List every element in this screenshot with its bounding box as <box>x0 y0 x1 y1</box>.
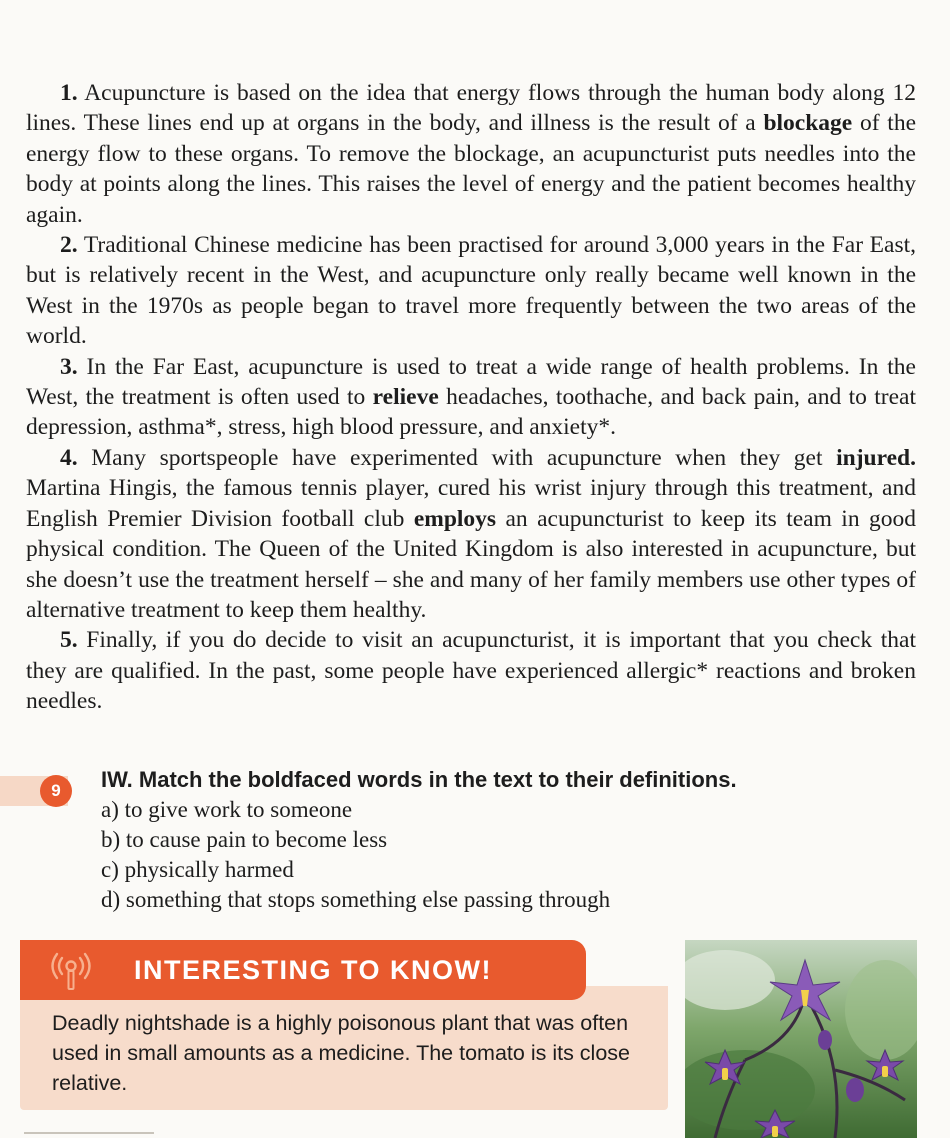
paragraph-number: 1. <box>60 80 78 106</box>
definition-item: b) to cause pain to become less <box>101 827 388 852</box>
exercise-heading: IW. Match the boldfaced words in the text to their definitions. <box>101 767 737 792</box>
paragraph-4 <box>26 443 916 625</box>
paragraph-2 <box>26 230 916 352</box>
paragraph-number: 2. <box>60 232 78 259</box>
paragraph-text: headaches, toothache, and back pain, and to treat depression, asthma*, stress, high blood pressure, and anxiety*. <box>26 384 916 441</box>
radio-broadcast-icon <box>46 950 96 990</box>
exercise-9 <box>0 762 950 912</box>
exercise-number-badge: 9 <box>40 775 72 807</box>
interesting-to-know-box <box>20 940 668 1112</box>
paragraph-text: an acupuncturist to keep its team in good physical condition. The Queen of the United Kingdom is also interested in acupuncture, but she doesn’t use the treatment herself – she and many of her family members use other types of alternative treatment to keep them healthy. <box>26 505 916 623</box>
paragraph-text: Traditional Chinese medicine has been practised for around 3,000 years in the Far East, but is relatively recent in the West, and acupuncture only really became well known in the West in the 1970s as people began to travel more frequently between the two areas of the world. <box>26 232 916 350</box>
keyword: employs <box>413 505 497 532</box>
paragraph-number: 3. <box>60 353 78 380</box>
keyword: relieve <box>372 384 439 411</box>
keyword: injured. <box>836 444 916 471</box>
nightshade-flower-photo <box>685 940 917 1138</box>
paragraph-text: Many sportspeople have experimented with acupuncture when they get <box>77 444 837 471</box>
definition-list <box>101 795 610 915</box>
info-box-title: INTERESTING TO KNOW! <box>134 955 492 985</box>
divider <box>24 1132 154 1134</box>
definition-item: c) physically harmed <box>101 857 294 882</box>
paragraph-text: Finally, if you do decide to visit an acupuncturist, it is important that you check that they are qualified. In the past, some people have experienced allergic* reactions and broken needles. <box>26 627 916 715</box>
paragraph-3 <box>26 352 916 443</box>
info-box-text: Deadly nightshade is a highly poisonous plant that was often used in small amounts as a medicine. The tomato is its close relative. <box>52 1011 630 1095</box>
paragraph-text: Martina Hingis, the famous tennis player, cured his wrist injury through this treatment, and English Premier Division football club <box>26 475 916 532</box>
paragraph-number: 5. <box>60 627 78 654</box>
paragraph-number: 4. <box>60 444 78 471</box>
definition-item: d) something that stops something else passing through <box>101 887 611 912</box>
article <box>26 78 916 717</box>
keyword: blockage <box>763 110 853 137</box>
paragraph-text: of the energy flow to these organs. To remove the blockage, an acupuncturist puts needles into the body at points along the lines. This raises the level of energy and the patient becomes healthy again. <box>26 110 916 228</box>
paragraph-1 <box>26 78 916 230</box>
paragraph-text: Acupuncture is based on the idea that energy flows through the human body along 12 lines. These lines end up at organs in the body, and illness is the result of a <box>26 80 916 137</box>
paragraph-5 <box>26 625 916 716</box>
definition-item: a) to give work to someone <box>101 797 353 822</box>
paragraph-text: In the Far East, acupuncture is used to treat a wide range of health problems. In the West, the treatment is often used to <box>26 353 916 411</box>
